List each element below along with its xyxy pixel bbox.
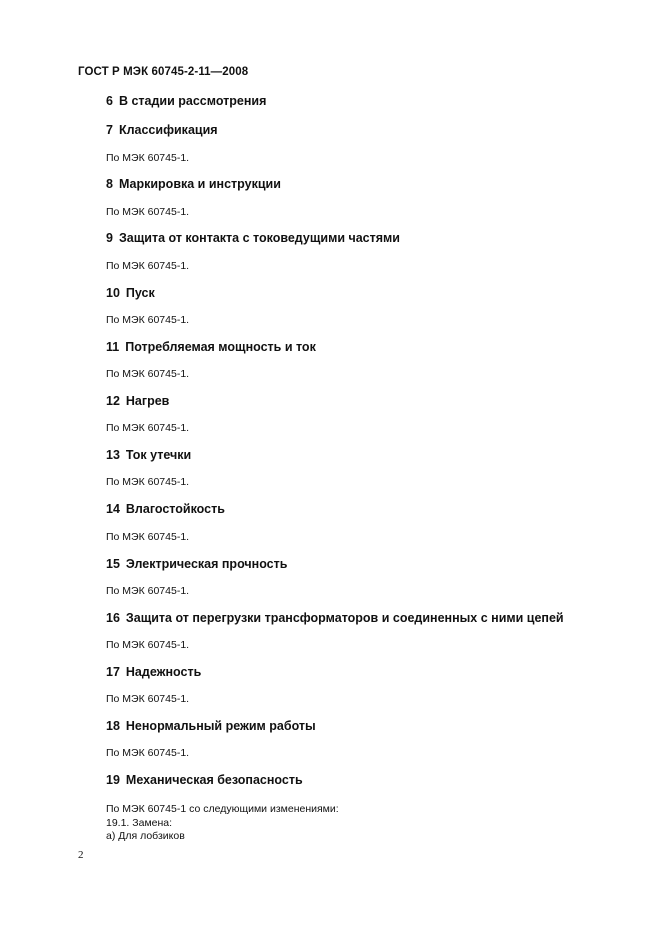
section-text-10: По МЭК 60745-1. (106, 314, 190, 326)
section-number: 6 (106, 94, 113, 108)
section-number: 9 (106, 231, 113, 245)
section-number: 7 (106, 123, 113, 137)
section-title: Влагостойкость (125, 502, 225, 516)
section-text-16: По МЭК 60745-1. (106, 639, 190, 651)
section-number: 10 (106, 286, 120, 300)
section-number: 18 (106, 719, 120, 733)
section-heading-12 (106, 394, 169, 408)
section-title: Ненормальный режим работы (125, 719, 316, 733)
document-header: ГОСТ Р МЭК 60745-2-11—2008 (78, 66, 249, 78)
page-number: 2 (78, 849, 84, 861)
section-heading-15 (106, 557, 287, 571)
section-text-17: По МЭК 60745-1. (106, 693, 190, 705)
section-19-line-3: а) Для лобзиков (106, 830, 185, 842)
section-19-line-1: По МЭК 60745-1 со следующими изменениями: (106, 803, 339, 815)
section-text-15: По МЭК 60745-1. (106, 585, 190, 597)
section-title: Ток утечки (125, 448, 192, 462)
section-title: Надежность (125, 665, 202, 679)
section-19-body (106, 803, 339, 844)
section-text-14: По МЭК 60745-1. (106, 531, 190, 543)
section-title: Электрическая прочность (125, 557, 288, 571)
section-heading-16 (106, 611, 564, 625)
section-title: Механическая безопасность (125, 773, 303, 787)
section-title: Классификация (118, 123, 218, 137)
section-number: 19 (106, 773, 120, 787)
section-heading-11 (106, 340, 316, 354)
section-number: 8 (106, 177, 113, 191)
section-title: Потребляемая мощность и ток (125, 340, 316, 354)
section-heading-6 (106, 94, 266, 108)
section-number: 14 (106, 502, 120, 516)
section-19-line-2: 19.1. Замена: (106, 816, 173, 829)
section-number: 16 (106, 611, 120, 625)
section-heading-9 (106, 231, 400, 245)
section-title: Маркировка и инструкции (118, 177, 281, 191)
section-text-18: По МЭК 60745-1. (106, 747, 190, 759)
section-heading-14 (106, 502, 225, 516)
section-text-12: По МЭК 60745-1. (106, 422, 190, 434)
section-title: Защита от перегрузки трансформаторов и соединенных с ними цепей (125, 611, 564, 625)
section-title: Нагрев (125, 394, 170, 408)
section-heading-19 (106, 773, 303, 787)
section-number: 15 (106, 557, 120, 571)
section-heading-7 (106, 123, 218, 137)
section-heading-18 (106, 719, 316, 733)
section-number: 12 (106, 394, 120, 408)
section-text-13: По МЭК 60745-1. (106, 476, 190, 488)
section-heading-13 (106, 448, 191, 462)
section-title: В стадии рассмотрения (118, 94, 267, 108)
section-number: 17 (106, 665, 120, 679)
section-text-11: По МЭК 60745-1. (106, 368, 190, 380)
section-title: Защита от контакта с токоведущими частями (118, 231, 400, 245)
section-heading-8 (106, 177, 281, 191)
section-text-8: По МЭК 60745-1. (106, 206, 190, 218)
section-heading-17 (106, 665, 201, 679)
section-heading-10 (106, 286, 155, 300)
section-text-7: По МЭК 60745-1. (106, 152, 190, 164)
section-title: Пуск (125, 286, 155, 300)
section-number: 11 (106, 340, 120, 354)
section-text-9: По МЭК 60745-1. (106, 260, 190, 272)
section-number: 13 (106, 448, 120, 462)
